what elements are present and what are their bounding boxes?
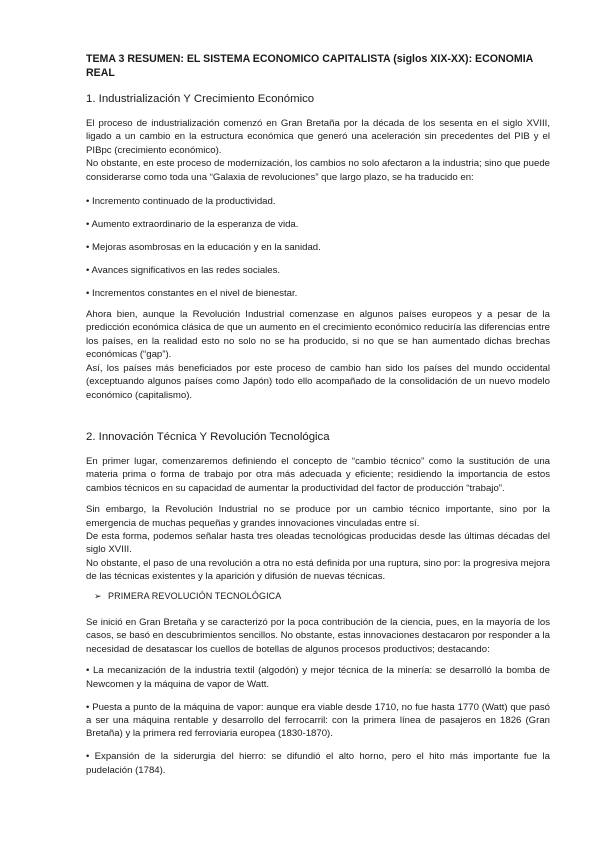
- section-1-heading: 1. Industrialización Y Crecimiento Económico: [86, 93, 315, 105]
- subsection-heading-text: PRIMERA REVOLUCIÓN TECNOLÓGICA: [108, 590, 282, 601]
- section-2-paragraph-2: Sin embargo, la Revolución Industrial no se produce por un cambio técnico importante, sino por la emergencia de muchas pequeñas y grandes innovaciones vinculadas entre sí.: [86, 504, 550, 529]
- section-2-heading: 2. Innovación Técnica Y Revolución Tecnológica: [86, 430, 330, 443]
- section-1-paragraph-2: No obstante, en este proceso de modernización, los cambios no solo afectaron a la industria; sino que puede considerarse como toda una “Galaxia de revoluciones” que largo plazo, se ha traducido en:: [86, 158, 550, 183]
- section-1-paragraph-4: Así, los países más beneficiados por este proceso de cambio han sido los países del mundo occidental (exceptuando algunos países como Japón) todo ello acompañado de la consolidación de un nuevo modelo económico (capitalismo).: [86, 362, 550, 401]
- section-1-paragraph-3: Ahora bien, aunque la Revolución Industrial comenzase en algunos países europeos y a pesar de la predicción económica clásica de que un aumento en el crecimiento económico reduciría las diferencias entre los países, en la realidad esto no solo no se ha producido, si no que se han aumentado dichas brechas económicas (“gap”).: [86, 309, 550, 361]
- section-1-bullet-2: • Aumento extraordinario de la esperanza de vida.: [86, 218, 299, 230]
- section-2-paragraph-1: En primer lugar, comenzaremos definiendo el concepto de “cambio técnico” como la sustitución de una materia prima o forma de trabajo por otra más adecuada y eficiente; residiendo la importancia de estos cambios técnicos en su capacidad de aumentar la productividad del factor de producción “trabajo”.: [86, 455, 550, 494]
- document-title: TEMA 3 RESUMEN: EL SISTEMA ECONOMICO CAPITALISTA (siglos XIX-XX): ECONOMIA REAL: [86, 53, 533, 79]
- section-1-bullet-4: • Avances significativos en las redes sociales.: [86, 264, 281, 276]
- section-spacer: [86, 402, 550, 430]
- subsection-heading: [94, 590, 550, 603]
- document-body: [86, 52, 550, 787]
- section-1-bullet-3: • Mejoras asombrosas en la educación y en la sanidad.: [86, 241, 321, 253]
- section-1-bullet-5: • Incrementos constantes en el nivel de bienestar.: [86, 287, 298, 299]
- section-2-paragraph-3: De esta forma, podemos señalar hasta tres oleadas tecnológicas producidas desde las últimas décadas del siglo XVIII.: [86, 530, 550, 556]
- section-2-bullet-1: • La mecanización de la industria textil (algodón) y mejor técnica de la minería: se desarrolló la bomba de Newcomen y la máquina de vapor de Watt.: [86, 665, 550, 690]
- section-1-bullet-1: • Incremento continuado de la productividad.: [86, 196, 276, 208]
- arrow-bullet-icon: ➢: [94, 590, 102, 601]
- section-2-bullet-3: • Expansión de la siderurgia del hierro: se difundió el alto horno, pero el hito más importante fue la pudelación (1784).: [86, 751, 550, 776]
- section-2-paragraph-5: Se inició en Gran Bretaña y se caracterizó por la poca contribución de la ciencia, pues, en la mayoría de los casos, se basó en descubrimientos sencillos. No obstante, estas innovaciones destacaron por responder a la necesidad de desatascar los cuellos de botellas de algunos procesos productivos; destacando:: [86, 616, 550, 655]
- section-2-bullet-2: • Puesta a punto de la máquina de vapor: aunque era viable desde 1710, no fue hasta 1770 (Watt) que pasó a ser una máquina rentable y desarrollo del ferrocarril: con la primera línea de pasajeros en 1826 (Gran Bretaña) y la primera red ferroviaria europea (1830-1870).: [86, 701, 550, 740]
- section-2-paragraph-4: No obstante, el paso de una revolución a otra no está definida por una ruptura, sino por: la progresiva mejora de las técnicas existentes y la aparición y difusión de nuevas técnicas.: [86, 557, 550, 583]
- section-1-paragraph-1: El proceso de industrialización comenzó en Gran Bretaña por la década de los sesenta en el siglo XVIII, ligado a un cambio en la estructura económica que generó una aceleración sin precedentes del PIB y el PIBpc (crecimiento económico).: [86, 118, 550, 156]
